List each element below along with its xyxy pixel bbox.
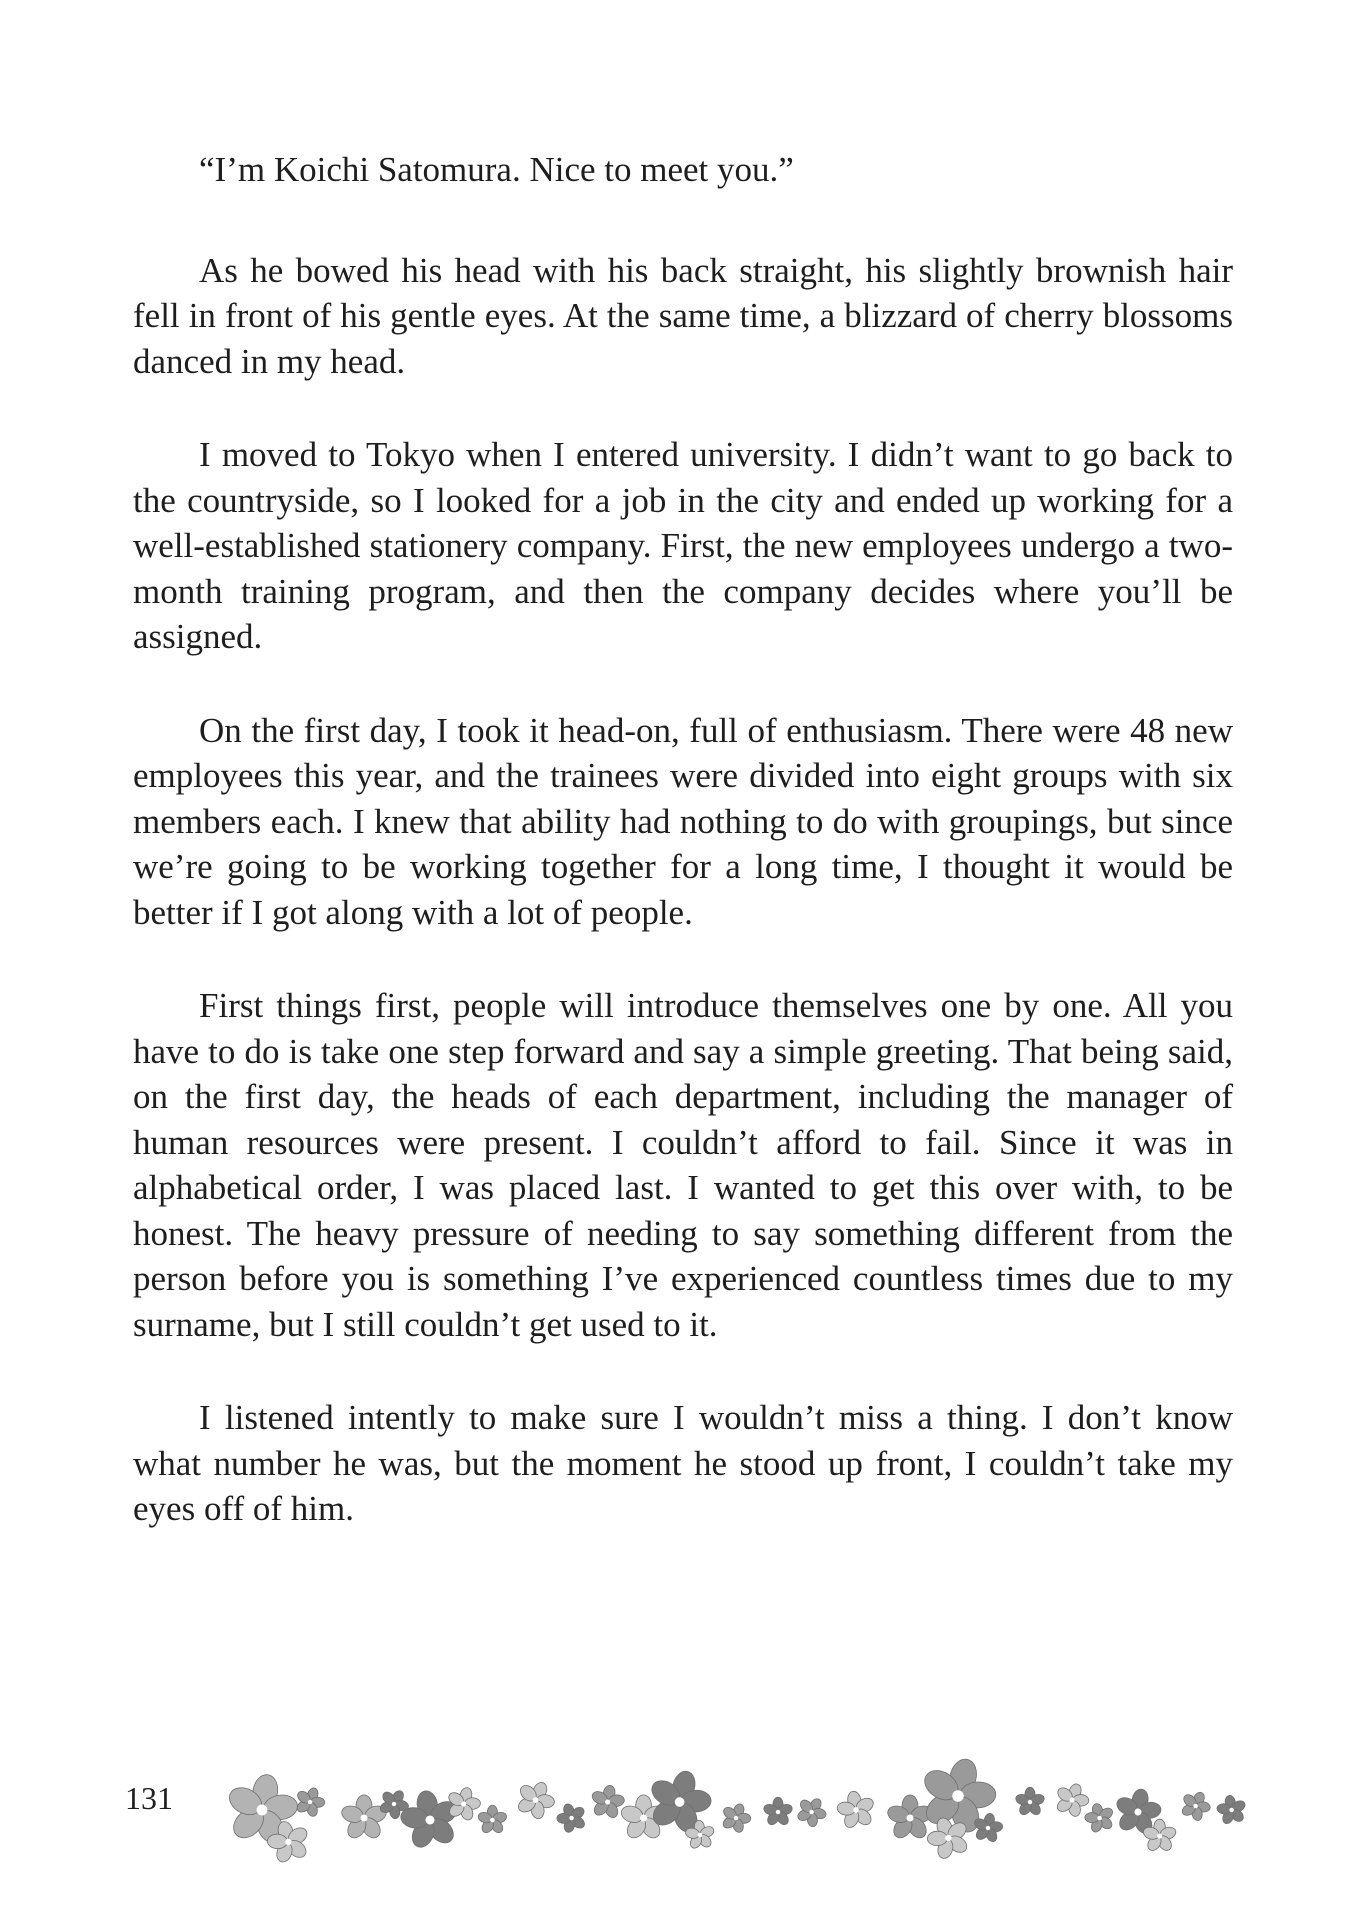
page-body [133,147,1233,1580]
blossom-icon [552,1799,591,1837]
cherry-blossom-border [190,1740,1300,1890]
blossom-icon [477,1805,508,1835]
paragraph-2: As he bowed his head with his back straight, his slightly brownish hair fell in front of his gentle eyes. At the same time, a blizzard of cherry blossoms danced in my head. [133,250,1233,381]
blossom-icon [509,1774,561,1825]
cherry-blossom-icon [190,1740,1300,1890]
blossom-icon [1175,1786,1216,1826]
page-number: 131 [125,1780,173,1816]
blossom-icon [1214,1793,1250,1828]
blossom-icon [1014,1787,1045,1817]
paragraph-3: I moved to Tokyo when I entered university. I didn’t want to go back to the countryside, so I looked for a job in the city and ended up working for a well-established stationery company. First, the new employees undergo a two-month training program, and then the company decides where you’ll be assigned. [133,435,1233,656]
blossom-icon [762,1797,793,1827]
blossom-icon [833,1788,879,1832]
blossom-icon [791,1792,833,1833]
blossom-icon [340,1795,389,1841]
blossom-icon [1081,1800,1119,1837]
paragraph-1: “I’m Koichi Satomura. Nice to meet you.” [199,150,794,189]
blossom-icon [716,1799,755,1837]
paragraph-5: First things first, people will introduce themselves one by one. All you have to do is take one step forward and say a simple greeting. That being said, on the first day, the heads of each department, including the manager of human resources were present. I couldn’t afford to fail. Since it was in alphabetical order, I was placed last. I wanted to get this over with, to be honest. The heavy pressure of needing to say something different from the person before you is something I’ve experienced countless times due to my surname, but I still couldn’t get used to it. [133,986,1233,1344]
paragraph-4: On the first day, I took it head-on, full of enthusiasm. There were 48 new employees this year, and the trainees were divided into eight groups with six members each. I knew that ability had nothing to do with groupings, but since we’re going to be working together for a long time, I thought it would be better if I got along with a lot of people. [133,710,1233,932]
paragraph-6: I listened intently to make sure I wouldn’t miss a thing. I don’t know what number he was, but the moment he stood up front, I couldn’t take my eyes off of him. [133,1398,1233,1528]
